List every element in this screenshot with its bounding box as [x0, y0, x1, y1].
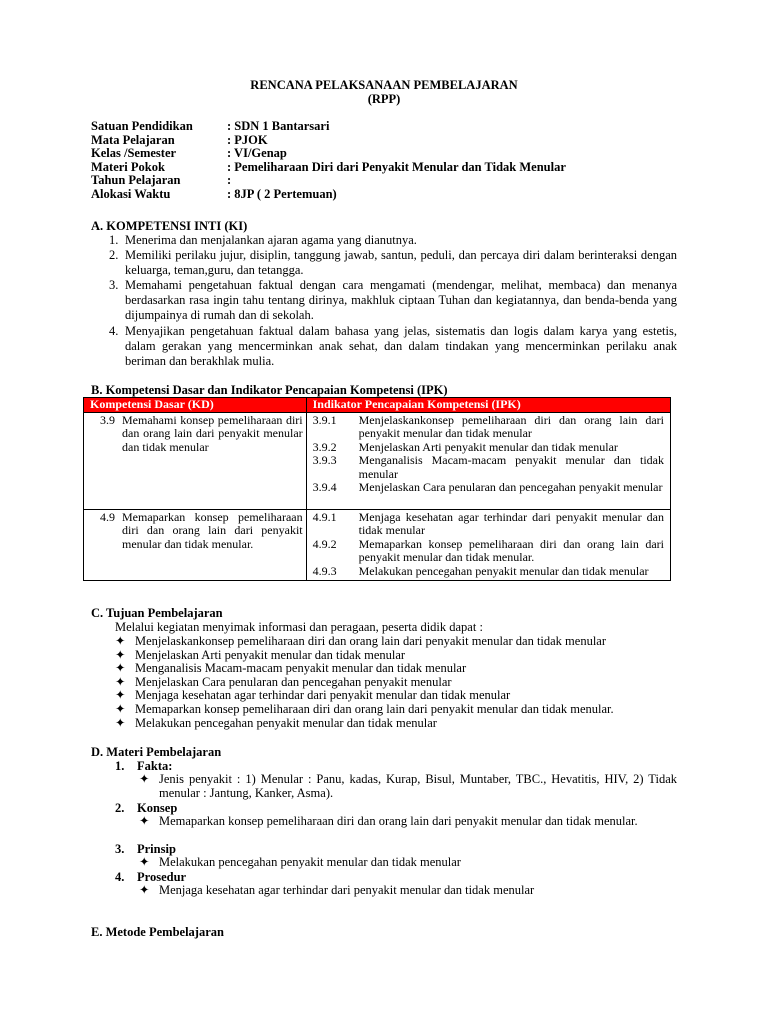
table-row: [84, 413, 671, 510]
materi-group-title: Prosedur: [137, 870, 187, 884]
list-item: [115, 717, 675, 731]
ipk-item: [313, 414, 664, 441]
ipk-item: [313, 454, 664, 481]
kd-cell: [84, 510, 307, 581]
identity-label: Alokasi Waktu: [91, 186, 171, 201]
list-item: [115, 649, 675, 663]
ipk-item: [313, 565, 664, 578]
materi-group-number: 4.: [115, 870, 125, 884]
four-point-star-icon: ✦: [115, 647, 126, 662]
ki-text: Memiliki perilaku jujur, disiplin, tanggung jawab, santun, peduli, dan percaya diri dalam berinteraksi dengan keluarga, teman,guru, dan tetangga.: [125, 248, 677, 278]
materi-group-title: Prinsip: [137, 842, 176, 856]
ipk-number: 4.9.1: [312, 510, 337, 524]
ki-item: [109, 233, 677, 248]
ipk-number: 3.9.2: [312, 439, 337, 454]
document-subtitle: (RPP): [367, 92, 401, 106]
materi-group-number: 1.: [115, 759, 125, 773]
identity-value: :: [227, 173, 232, 188]
ki-number: 4.: [109, 324, 119, 338]
section-heading-metode: E. Metode Pembelajaran: [91, 925, 224, 939]
kd-cell: [84, 413, 307, 510]
kd-number: 3.9: [100, 413, 115, 427]
identity-label: Satuan Pendidikan: [91, 119, 193, 133]
ki-text: Memahami pengetahuan faktual dengan cara mengamati (mendengar, melihat, membaca) dan menanya berdasarkan rasa ingin tahu tentang dirinya, makhluk ciptaan Tuhan dan kegiatannya, dan benda-benda yang dijumpainya di rumah dan di sekolah.: [125, 278, 677, 323]
four-point-star-icon: ✦: [115, 701, 126, 716]
list-item-text: Menjaga kesehatan agar terhindar dari penyakit menular dan tidak menular: [159, 883, 535, 897]
list-item-text: Menjelaskankonsep pemeliharaan diri dan orang lain dari penyakit menular dan tidak menular: [135, 634, 607, 648]
list-item: [115, 689, 675, 703]
ipk-text: Menjelaskankonsep pemeliharaan diri dan orang lain dari penyakit menular dan tidak menular: [358, 413, 664, 441]
ipk-number: 4.9.2: [312, 536, 337, 551]
kd-text: Memaparkan konsep pemeliharaan diri dan orang lain dari penyakit menular dan tidak menular.: [122, 510, 303, 551]
list-item-text: Menganalisis Macam-macam penyakit menular dan tidak menular: [135, 661, 467, 676]
ipk-item: [313, 511, 664, 538]
ipk-number: 3.9.4: [312, 480, 337, 495]
ipk-number: 4.9.3: [312, 563, 337, 578]
ki-number: 3.: [109, 278, 119, 292]
materi-fakta-list: [139, 773, 677, 800]
list-item: [115, 676, 675, 690]
section-heading-ki: A. KOMPETENSI INTI (KI): [91, 219, 248, 233]
list-item: [115, 662, 675, 676]
list-item-text: Memaparkan konsep pemeliharaan diri dan orang lain dari penyakit menular dan tidak menular.: [159, 814, 638, 828]
list-item: [139, 884, 677, 898]
list-item-text: Melakukan pencegahan penyakit menular dan tidak menular: [159, 855, 461, 869]
kd-number: 4.9: [100, 510, 115, 524]
list-item: [139, 815, 677, 829]
materi-group-title: Fakta:: [137, 759, 173, 773]
list-item: [139, 773, 677, 800]
materi-group-number: 3.: [115, 842, 125, 856]
materi-group-title: Konsep: [137, 801, 178, 815]
list-item-text: Memaparkan konsep pemeliharaan diri dan orang lain dari penyakit menular dan tidak menular.: [135, 701, 614, 716]
column-header-kd: Kompetensi Dasar (KD): [84, 398, 307, 413]
ki-number: 1.: [109, 233, 119, 247]
ipk-text: Menganalisis Macam-macam penyakit menular dan tidak menular: [358, 453, 664, 481]
ipk-number: 3.9.3: [312, 453, 337, 468]
table-header-row: [84, 398, 671, 413]
ipk-text: Melakukan pencegahan penyakit menular dan tidak menular: [358, 563, 649, 578]
list-item: [115, 635, 675, 649]
materi-prinsip-list: [139, 856, 677, 870]
section-heading-kd: B. Kompetensi Dasar dan Indikator Pencapaian Kompetensi (IPK): [91, 383, 448, 397]
ipk-text: Menjelaskan Cara penularan dan pencegahan penyakit menular: [358, 480, 663, 495]
four-point-star-icon: ✦: [115, 715, 126, 730]
section-heading-tujuan: C. Tujuan Pembelajaran: [91, 606, 223, 620]
four-point-star-icon: ✦: [139, 772, 150, 786]
table-row: [84, 510, 671, 581]
identity-label: Materi Pokok: [91, 159, 165, 174]
four-point-star-icon: ✦: [115, 634, 126, 648]
four-point-star-icon: ✦: [115, 674, 126, 689]
kd-text: Memahami konsep pemeliharaan diri dan orang lain dari penyakit menular dan tidak menular: [122, 413, 303, 454]
identity-value: : SDN 1 Bantarsari: [227, 119, 330, 133]
ipk-item: [313, 481, 664, 494]
list-item-text: Melakukan pencegahan penyakit menular dan tidak menular: [135, 715, 437, 730]
four-point-star-icon: ✦: [139, 814, 150, 828]
tujuan-intro: Melalui kegiatan menyimak informasi dan peragaan, peserta didik dapat :: [115, 620, 483, 634]
identity-value: : 8JP ( 2 Pertemuan): [227, 186, 337, 201]
ki-text: Menyajikan pengetahuan faktual dalam bahasa yang jelas, sistematis dan logis dalam karya yang estetis, dalam gerakan yang mencerminkan anak sehat, dan dalam tindakan yang mencerminkan perilaku anak beriman dan berakhlak mulia.: [125, 324, 677, 369]
four-point-star-icon: ✦: [139, 883, 150, 897]
identity-value: : PJOK: [227, 132, 268, 147]
list-item: [115, 703, 675, 717]
identity-label: Mata Pelajaran: [91, 132, 175, 147]
ipk-cell: [306, 510, 670, 581]
list-item: [139, 856, 677, 870]
ipk-number: 3.9.1: [312, 413, 337, 427]
list-item-text: Jenis penyakit : 1) Menular : Panu, kadas, Kurap, Bisul, Muntaber, TBC., Hevatitis, HIV, 2) Tidak menular : Jantung, Kanker, Asma).: [159, 772, 677, 800]
identity-label: Tahun Pelajaran: [91, 173, 181, 188]
ki-item: [109, 324, 677, 370]
ipk-text: Memaparkan konsep pemeliharaan diri dan orang lain dari penyakit menular dan tidak menular.: [358, 536, 664, 565]
list-item-text: Menjelaskan Arti penyakit menular dan tidak menular: [135, 647, 406, 662]
section-heading-materi: D. Materi Pembelajaran: [91, 745, 222, 759]
ki-item: [109, 278, 677, 324]
materi-group-number: 2.: [115, 801, 125, 815]
identity-value: : Pemeliharaan Diri dari Penyakit Menular dan Tidak Menular: [227, 159, 566, 174]
ipk-item: [313, 441, 664, 454]
ki-item: [109, 248, 677, 278]
identity-label: Kelas /Semester: [91, 146, 177, 161]
identity-value: : VI/Genap: [227, 146, 287, 161]
ki-number: 2.: [109, 248, 119, 262]
ipk-text: Menjaga kesehatan agar terhindar dari penyakit menular dan tidak menular: [358, 510, 664, 538]
kd-ipk-table: [83, 397, 671, 581]
materi-konsep-list: [139, 815, 677, 829]
materi-prosedur-list: [139, 884, 677, 898]
four-point-star-icon: ✦: [139, 855, 150, 869]
four-point-star-icon: ✦: [115, 688, 126, 703]
tujuan-list: [115, 635, 675, 730]
ipk-text: Menjelaskan Arti penyakit menular dan tidak menular: [358, 439, 618, 454]
ki-text: Menerima dan menjalankan ajaran agama yang dianutnya.: [125, 233, 417, 247]
list-item-text: Menjelaskan Cara penularan dan pencegahan penyakit menular: [135, 674, 452, 689]
ipk-cell: [306, 413, 670, 510]
column-header-ipk: Indikator Pencapaian Kompetensi (IPK): [306, 398, 670, 413]
ipk-item: [313, 538, 664, 565]
document-title: RENCANA PELAKSANAAN PEMBELAJARAN: [250, 78, 518, 92]
list-item-text: Menjaga kesehatan agar terhindar dari penyakit menular dan tidak menular: [135, 688, 511, 703]
four-point-star-icon: ✦: [115, 661, 126, 676]
